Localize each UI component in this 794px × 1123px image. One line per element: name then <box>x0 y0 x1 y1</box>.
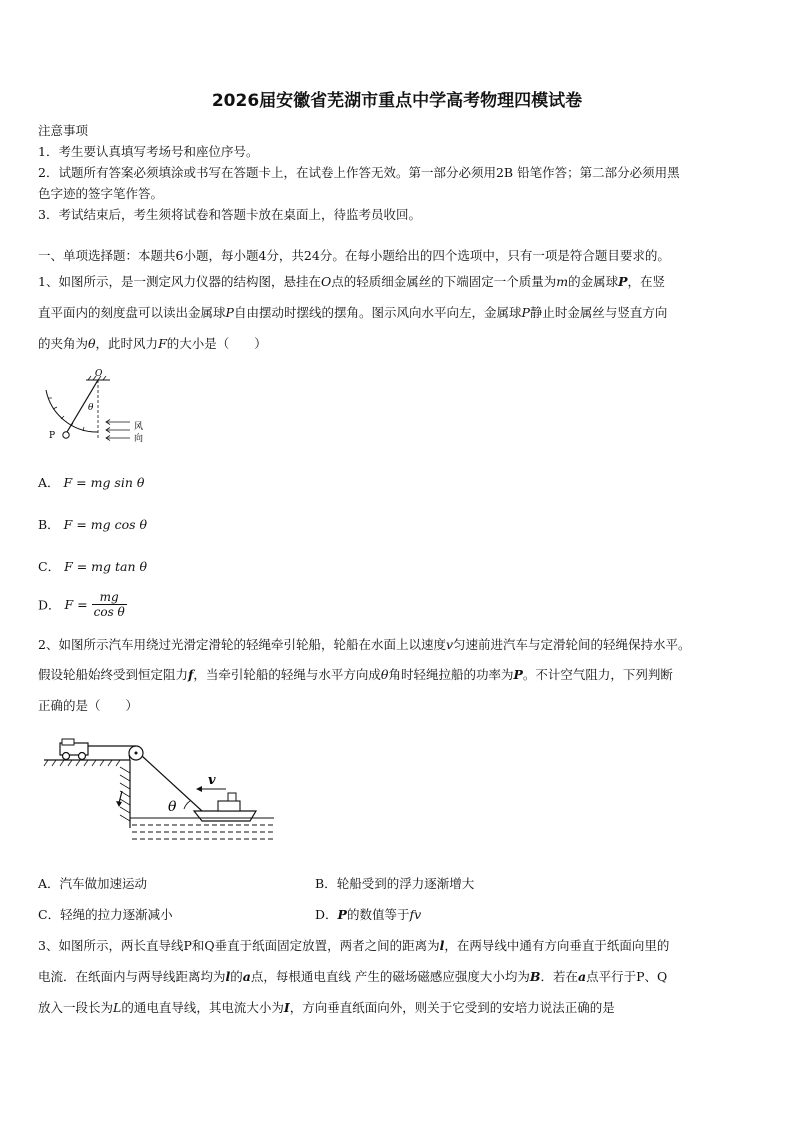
q3-line-2 <box>38 967 667 985</box>
option-var-P: P <box>337 907 347 922</box>
q3-text: 放入一段长为 <box>38 1000 114 1015</box>
option-text: 轮船受到的浮力逐渐增大 <box>336 876 475 891</box>
q2-option-b[interactable] <box>315 874 474 892</box>
q3-line-3 <box>38 998 615 1016</box>
q1-option-b[interactable] <box>38 515 147 533</box>
notice-item-1: 1．考生要认真填写考场号和座位序号。 <box>38 144 259 159</box>
q1-text: 的金属球 <box>568 274 619 289</box>
q2-var-v: v <box>445 637 454 652</box>
option-var-fv: fv <box>409 907 422 922</box>
q3-line-1 <box>38 936 669 954</box>
q1-text: 的夹角为 <box>38 336 89 351</box>
q3-text: 的通电直导线，其电流大小为 <box>121 1000 284 1015</box>
q2-option-a[interactable] <box>38 874 147 892</box>
q3-var-a: a <box>242 969 251 984</box>
q1-option-c[interactable] <box>38 557 147 575</box>
q1-text: 的大小是（ ） <box>166 336 267 351</box>
notice-heading: 注意事项 <box>38 123 89 138</box>
q1-text: 1、如图所示，是一测定风力仪器的结构图，悬挂在 <box>38 274 321 289</box>
notice-item-3: 3．考试结束后，考生须将试卷和答题卡放在桌面上，待监考员收回。 <box>38 207 421 222</box>
q2-line-1 <box>38 635 691 653</box>
q1-var-O: O <box>320 274 332 289</box>
q1-option-a[interactable] <box>38 473 144 491</box>
q1-text: ，在竖 <box>627 274 666 289</box>
q1-text: ，此时风力 <box>95 336 159 351</box>
option-expr: F = mg sin θ <box>63 475 145 490</box>
q2-option-c[interactable] <box>38 905 173 923</box>
q2-text: 假设轮船始终受到恒定阻力 <box>38 667 189 682</box>
q1-wind-gauge-figure <box>40 368 160 448</box>
q2-var-theta: θ <box>380 667 389 682</box>
q1-fig-label-wind-2: 向 <box>134 434 144 444</box>
q1-line-3 <box>38 334 267 352</box>
q1-line-1 <box>38 272 665 290</box>
q3-text: 点平行于P、Q <box>586 969 668 984</box>
option-label: C． <box>38 559 61 574</box>
q1-fig-label-theta: θ <box>88 403 94 413</box>
option-expr: F = <box>64 597 88 612</box>
option-label: A． <box>38 876 60 891</box>
q1-line-2 <box>38 303 667 321</box>
q2-text: ，当牵引轮船的轻绳与水平方向成 <box>193 667 381 682</box>
option-label: C． <box>38 907 61 922</box>
notice-item-2: 2．试题所有答案必须填涂或书写在答题卡上，在试卷上作答无效。第一部分必须用2B 铅笔作答；第二部分必须用黑 <box>38 165 680 180</box>
q2-var-f: f <box>188 667 194 682</box>
q2-fig-label-v: v <box>208 773 216 788</box>
q3-text: 电流．在纸面内与两导线距离均为 <box>38 969 226 984</box>
q3-text: ，方向垂直纸面向外，则关于它受到的安培力说法正确的是 <box>289 1000 615 1015</box>
q2-fig-label-theta: θ <box>168 799 177 815</box>
q1-option-d-fraction <box>92 590 127 619</box>
q1-var-m: m <box>556 274 569 289</box>
fraction-denominator: cos θ <box>93 605 125 619</box>
q2-line-2 <box>38 665 673 683</box>
q3-var-l: l <box>439 938 445 953</box>
q2-car-boat-figure <box>42 733 282 853</box>
q1-fig-label-P: P <box>49 431 56 441</box>
q3-text: ，在两导线中通有方向垂直于纸面向里的 <box>444 938 670 953</box>
section-heading: 一、单项选择题：本题共6小题，每小题4分，共24分。在每小题给出的四个选项中，只有一项是符合题目要求的。 <box>38 248 670 263</box>
page-title: 2026届安徽省芜湖市重点中学高考物理四模试卷 <box>211 91 583 111</box>
q3-var-a: a <box>577 969 587 984</box>
q2-line-3: 正确的是（ ） <box>38 698 139 713</box>
q1-var-theta: θ <box>88 336 96 351</box>
q1-var-P: P <box>618 274 628 289</box>
q3-text: 3、如图所示，两长直导线P和Q垂直于纸面固定放置，两者之间的距离为 <box>38 938 440 953</box>
q3-var-B: B <box>529 969 541 984</box>
q2-text: 匀速前进汽车与定滑轮间的轻绳保持水平。 <box>453 637 691 652</box>
option-expr: F = mg cos θ <box>63 517 148 532</box>
q2-var-P: P <box>513 667 523 682</box>
q1-option-d[interactable] <box>38 590 127 619</box>
q1-var-P: P <box>521 305 530 320</box>
q2-text: 2、如图所示汽车用绕过光滑定滑轮的轻绳牵引轮船，轮船在水面上以速度 <box>38 637 446 652</box>
option-label: D． <box>315 907 338 922</box>
q3-var-L: L <box>113 1000 122 1015</box>
q1-text: 自由摆动时摆线的摆角。图示风向水平向左，金属球 <box>233 305 522 320</box>
option-text: 轻绳的拉力逐渐减小 <box>60 907 173 922</box>
q3-text: ．若在 <box>540 969 578 984</box>
q1-var-F: F <box>158 336 167 351</box>
notice-item-2-cont: 色字迹的签字笔作答。 <box>38 186 164 201</box>
option-text: 汽车做加速运动 <box>59 876 148 891</box>
option-label: D． <box>38 597 61 613</box>
option-text: 的数值等于 <box>346 907 410 922</box>
q1-var-P: P <box>225 305 234 320</box>
q3-text: 点，每根通电直线 产生的磁场磁感应强度大小均为 <box>250 969 530 984</box>
option-label: B． <box>38 517 60 532</box>
q1-text: 点的轻质细金属丝的下端固定一个质量为 <box>331 274 557 289</box>
q2-text: 。不计空气阻力，下列判断 <box>522 667 673 682</box>
q1-text: 直平面内的刻度盘可以读出金属球 <box>38 305 226 320</box>
option-label: B． <box>315 876 337 891</box>
q1-fig-label-wind-1: 风 <box>134 422 144 432</box>
fraction-numerator: mg <box>92 590 127 605</box>
q3-text: 的 <box>230 969 243 984</box>
option-label: A． <box>38 475 60 490</box>
q1-text: 静止时金属丝与竖直方向 <box>529 305 668 320</box>
option-expr: F = mg tan θ <box>64 559 148 574</box>
q1-fig-label-O: O <box>95 369 103 379</box>
q3-var-I: I <box>283 1000 290 1015</box>
q2-option-d[interactable] <box>315 905 421 923</box>
q3-var-l: l <box>225 969 231 984</box>
q2-text: 角时轻绳拉船的功率为 <box>388 667 514 682</box>
